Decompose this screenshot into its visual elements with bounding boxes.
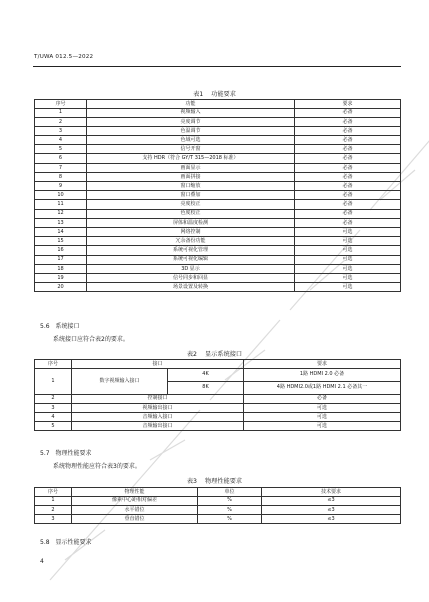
table-cell: 13 [35, 218, 87, 227]
table-cell: 19 [35, 273, 87, 282]
table-row [35, 191, 401, 200]
table-cell: 视频输出接口 [72, 403, 244, 412]
function-requirements-table [34, 99, 401, 292]
column-header: 要求 [244, 360, 401, 369]
physical-performance-table [34, 487, 401, 524]
column-header: 要求 [295, 100, 401, 109]
table-cell: 2 [35, 117, 87, 126]
table-cell: 5 [35, 422, 72, 431]
table2-label: 表2 [186, 351, 197, 358]
table-cell: 必备 [295, 182, 401, 191]
table-cell: 2 [35, 505, 72, 514]
column-header: 物理性能 [72, 488, 198, 497]
table-cell: 8 [35, 172, 87, 181]
table-cell: 信号开窗 [87, 145, 295, 154]
table-cell: 必备 [244, 394, 401, 403]
table-row [35, 283, 401, 292]
cell-resolution: 8K [168, 381, 244, 394]
table-cell: 1 [35, 496, 72, 505]
table-cell: 必备 [295, 145, 401, 154]
table-row [35, 136, 401, 145]
table-cell: 音频输出接口 [72, 422, 244, 431]
table-cell: 亮度校正 [87, 200, 295, 209]
table-cell: 必备 [295, 108, 401, 117]
table-row [35, 182, 401, 191]
section-5-6-heading: 5.6 系统接口 [40, 323, 80, 330]
table-cell: 色域可选 [87, 136, 295, 145]
table3-label: 表3 [186, 478, 197, 485]
table-cell: 可选 [295, 283, 401, 292]
table-cell: 6 [35, 154, 87, 163]
table-cell: 系统可视化管理 [87, 246, 295, 255]
table-row [35, 117, 401, 126]
table-cell: 亮度调节 [87, 117, 295, 126]
table-cell: 必备 [295, 172, 401, 181]
table-cell: 17 [35, 255, 87, 264]
table-cell: 3D 显示 [87, 264, 295, 273]
table-cell: 必备 [295, 209, 401, 218]
table-cell: 11 [35, 200, 87, 209]
table-cell: 视频输入 [87, 108, 295, 117]
table-cell: 必备 [295, 154, 401, 163]
cell-resolution: 4K [168, 368, 244, 381]
table-row [35, 403, 401, 412]
table-row [35, 108, 401, 117]
table-cell: 必备 [295, 126, 401, 135]
column-header: 技术要求 [262, 488, 401, 497]
table1-title: 功能要求 [211, 91, 236, 98]
table-row [35, 273, 401, 282]
table-cell: ≤3 [262, 505, 401, 514]
column-header: 序号 [35, 100, 87, 109]
table-row [35, 200, 401, 209]
table-row [35, 227, 401, 236]
table-cell: 可选 [295, 273, 401, 282]
table-cell: 水平错位 [72, 505, 198, 514]
table-cell: 必备 [295, 136, 401, 145]
cell-interface: 数字视频输入接口 [72, 368, 168, 394]
table-cell: 控制接口 [72, 394, 244, 403]
section-5-8-heading: 5.8 显示性能要求 [40, 539, 92, 546]
table-row [35, 145, 401, 154]
table-cell: 9 [35, 182, 87, 191]
table-cell: 4 [35, 412, 72, 421]
table-cell: % [198, 505, 262, 514]
table-cell: 12 [35, 209, 87, 218]
table-cell: 7 [35, 163, 87, 172]
table-cell: 音频输入接口 [72, 412, 244, 421]
table1-caption [0, 89, 429, 98]
table-row [35, 264, 401, 273]
table3-caption [0, 476, 429, 485]
table-cell: 必备 [295, 191, 401, 200]
column-header: 功能 [87, 100, 295, 109]
column-header: 序号 [35, 488, 72, 497]
table-cell: 屏体和温度检测 [87, 218, 295, 227]
column-header: 序号 [35, 360, 72, 369]
table-cell: 可选 [295, 264, 401, 273]
table-cell: 必备 [295, 218, 401, 227]
table-row [35, 218, 401, 227]
table-row [35, 163, 401, 172]
table-cell: 必备 [295, 163, 401, 172]
table-cell: 垂直错位 [72, 514, 198, 523]
table-row [35, 412, 401, 421]
table-row [35, 505, 401, 514]
table-cell: 必备 [295, 117, 401, 126]
system-interface-table [34, 359, 401, 431]
table-cell: 3 [35, 126, 87, 135]
table-row [35, 368, 401, 381]
table-cell: 支持 HDR（符合 GY/T 315—2018 标准） [87, 154, 295, 163]
table-cell: 1 [35, 108, 87, 117]
table-cell: ≤3 [262, 496, 401, 505]
table-row [35, 237, 401, 246]
table-cell: 可选 [244, 422, 401, 431]
section-5-7-text: 系统物理性能应符合表3的要求。 [53, 463, 141, 470]
cell-number: 1 [35, 368, 72, 394]
table-cell: 可选 [295, 255, 401, 264]
table-row [35, 514, 401, 523]
header-rule [33, 66, 401, 67]
table-row [35, 209, 401, 218]
table-cell: 可选 [295, 227, 401, 236]
table-cell: 可选 [244, 403, 401, 412]
table-row [35, 496, 401, 505]
table-row [35, 172, 401, 181]
table-cell: 可选 [244, 412, 401, 421]
table-cell: 2 [35, 394, 72, 403]
document-code: T/UWA 012.5—2022 [34, 54, 94, 60]
page-number: 4 [40, 558, 44, 565]
table-cell: 窗口缩放 [87, 182, 295, 191]
table-cell: 3 [35, 403, 72, 412]
table-cell: ≤3 [262, 514, 401, 523]
table-cell: 信号同步和回显 [87, 273, 295, 282]
table-cell: 10 [35, 191, 87, 200]
table-row [35, 255, 401, 264]
table-cell: 冗余备份功能 [87, 237, 295, 246]
table-cell: 色度校正 [87, 209, 295, 218]
table-row [35, 422, 401, 431]
table-cell: 16 [35, 246, 87, 255]
table2-caption [0, 349, 429, 358]
table-header-row [35, 360, 401, 369]
table3-title: 物理性能要求 [205, 478, 243, 485]
table2-title: 显示系统接口 [205, 351, 243, 358]
table1-label: 表1 [193, 91, 204, 98]
table-cell: 网络控制 [87, 227, 295, 236]
table-cell: 画面拼接 [87, 172, 295, 181]
table-cell: 14 [35, 227, 87, 236]
table-cell: 5 [35, 145, 87, 154]
table-cell: 3 [35, 514, 72, 523]
table-cell: 18 [35, 264, 87, 273]
table-row [35, 126, 401, 135]
section-5-7-heading: 5.7 物理性能要求 [40, 450, 92, 457]
table-cell: 必备 [295, 200, 401, 209]
table-cell: % [198, 496, 262, 505]
column-header: 单位 [198, 488, 262, 497]
table-cell: % [198, 514, 262, 523]
cell-requirement: 1路 HDMI 2.0 必备 [244, 368, 401, 381]
table-cell: 窗口叠加 [87, 191, 295, 200]
table-cell: 4 [35, 136, 87, 145]
cell-requirement: 4路 HDMI2.0或1路 HDMI 2.1 必备其一 [244, 381, 401, 394]
table-header-row [35, 100, 401, 109]
table-cell: 像素中心距相对偏差 [72, 496, 198, 505]
table-cell: 15 [35, 237, 87, 246]
table-row [35, 394, 401, 403]
table-cell: 画面显示 [87, 163, 295, 172]
table-cell: 场景设置及转换 [87, 283, 295, 292]
table-cell: 20 [35, 283, 87, 292]
table-row [35, 246, 401, 255]
table-row [35, 154, 401, 163]
table-header-row [35, 488, 401, 497]
section-5-6-text: 系统接口应符合表2的要求。 [53, 336, 129, 343]
column-header: 接口 [72, 360, 244, 369]
table-cell: 可选 [295, 246, 401, 255]
table-cell: 系统可视化编辑 [87, 255, 295, 264]
table-cell: 色温调节 [87, 126, 295, 135]
table-cell: 可选 [295, 237, 401, 246]
